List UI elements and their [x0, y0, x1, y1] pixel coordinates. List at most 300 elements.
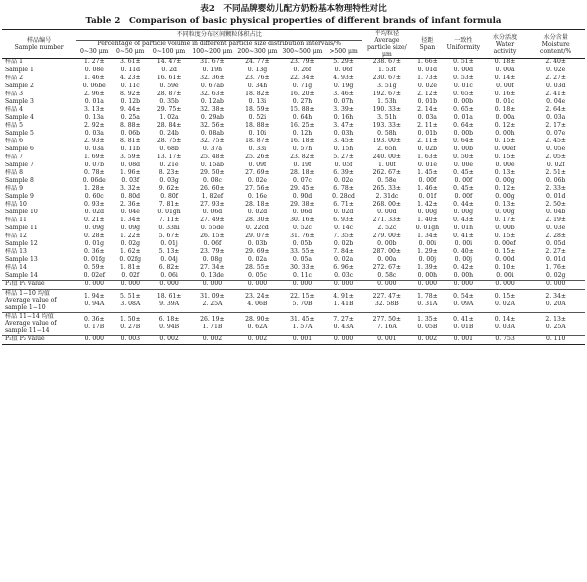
table-cell: 0. 00g	[495, 208, 515, 216]
table-cell: 2. 05±	[545, 153, 566, 161]
table-cell: 2. 31dc	[375, 193, 399, 200]
average-1-10-row-top	[2, 289, 585, 301]
table-cell: 0. 45±	[453, 185, 474, 192]
table-cell: 1. 53f	[377, 66, 396, 74]
table-cell: 265. 33±	[372, 185, 402, 192]
table-body	[2, 59, 585, 345]
p2-row	[2, 335, 585, 344]
average-11-14-row-bottom	[2, 324, 585, 336]
table-cell: 18. 88±	[245, 122, 270, 129]
table-cell: 5. 13±	[158, 248, 180, 255]
row-label: 样品 4	[5, 106, 24, 113]
row-label: Sample 4	[5, 114, 34, 121]
table-cell: 3. 39±	[333, 106, 354, 113]
table-cell: 0. 53±	[453, 74, 474, 82]
table-cell: 0. 17B	[84, 323, 105, 330]
row-label: Sample 14	[5, 272, 38, 279]
table-cell: 0. 02ef	[83, 272, 105, 279]
table-cell: 0. 19f	[293, 161, 312, 169]
table-cell: 0. 06d	[292, 208, 313, 216]
table-row	[2, 201, 585, 209]
table-cell: 192. 67±	[372, 90, 402, 98]
table-cell: 27. 34±	[200, 264, 225, 271]
table-cell: 0. 14±	[494, 74, 516, 82]
table-cell: 6. 96±	[333, 264, 354, 271]
table-row	[2, 122, 585, 130]
table-cell: 268. 00±	[372, 201, 402, 208]
table-cell: 0. 02d	[84, 208, 104, 216]
table-cell: 0. 33hi	[158, 224, 180, 232]
table-cell: 0. 01gh	[157, 208, 181, 216]
table-cell: 23. 79±	[290, 58, 315, 66]
row-label: P₁值 P₁ value	[5, 280, 45, 288]
table-cell: 6. 82±	[158, 264, 180, 271]
table-cell: 1. 35±	[417, 315, 438, 323]
table-cell: 1. 40±	[417, 216, 438, 224]
table-cell: 0. 94A	[84, 300, 105, 307]
table-cell: 0. 33i	[248, 145, 267, 153]
average-1-10-label-en: Average value of sample 1−10	[5, 297, 57, 312]
table-row	[2, 154, 585, 162]
table-cell: 0. 11c	[120, 82, 140, 90]
row-label: Sample 6	[5, 145, 34, 153]
table-cell: 0. 00e	[453, 161, 473, 169]
table-cell: 0. 01b	[417, 130, 438, 137]
table-cell: 0. 58e	[377, 177, 397, 184]
average-1-10-label	[2, 289, 76, 312]
table-cell: 0. 14c	[334, 224, 353, 232]
table-cell: 0. 78±	[83, 169, 105, 176]
water-activity-header	[484, 30, 527, 59]
table-cell: 0. 28±	[83, 232, 105, 240]
table-row	[2, 272, 585, 280]
table-cell: 3. 47±	[333, 122, 354, 129]
table-cell: 0. 00d	[495, 256, 515, 263]
table-cell: 0. 08ab	[200, 130, 224, 137]
table-cell: 0. 58h	[377, 130, 397, 137]
table-cell: 0. 02g	[120, 240, 140, 247]
table-cell: 27. 49±	[200, 216, 225, 224]
table-cell: 0. 41±	[453, 232, 474, 240]
table-cell: 0. 001	[453, 335, 474, 343]
table-row	[2, 217, 585, 225]
row-label: 样品 8	[5, 169, 24, 176]
table-cell: 0. 06f	[334, 66, 353, 74]
table-cell: 0. 55de	[200, 224, 224, 232]
table-cell: 0. 13±	[494, 201, 516, 208]
table-cell: 0. 16e	[247, 193, 267, 200]
table-cell: 0. 19h	[202, 66, 223, 74]
table-caption-zh: 表2 不同品牌婴幼儿配方奶粉基本物理特性对比	[200, 4, 387, 14]
table-cell: 23. 76±	[245, 74, 270, 82]
table-cell: 0. 35b	[159, 98, 179, 105]
table-cell: 0. 08d	[120, 161, 140, 169]
table-cell: 7. 27±	[333, 315, 354, 323]
table-row	[2, 177, 585, 185]
table-cell: 0. 10i	[248, 130, 267, 137]
table-cell: 0. 00b	[495, 224, 515, 232]
table-cell: 0. 04b	[545, 208, 566, 216]
table-cell: 0. 00d	[453, 66, 474, 74]
table-cell: 0. 13a	[84, 114, 104, 121]
table-cell: 26. 15±	[200, 232, 225, 240]
table-cell: 0. 52c	[292, 224, 312, 232]
table-cell: 7. 84±	[333, 248, 354, 255]
table-cell: 3. 45±	[333, 137, 354, 145]
table-cell: 0. 00j	[454, 256, 473, 263]
water-activity-header-en: Water activity	[493, 40, 517, 55]
table-cell: 0. 59e	[159, 82, 179, 90]
table-cell: 0. 110	[546, 335, 566, 343]
average-1-10-label-zh: 样品 1−10 均值	[5, 290, 50, 298]
row-label: Sample 7	[5, 161, 34, 169]
table-cell: 0. 12h	[292, 130, 313, 137]
table-cell: 0. 01c	[495, 98, 515, 105]
table-row	[2, 264, 585, 272]
table-cell: 0. 01c	[453, 82, 473, 90]
table-cell: 2. 12±	[417, 90, 438, 98]
table-cell: 2. 28±	[545, 232, 566, 240]
row-label: Sample 5	[5, 130, 34, 137]
table-cell: 2. 52c	[377, 224, 397, 232]
table-cell: 0. 000	[247, 280, 268, 288]
table-cell: 0. 52i	[248, 114, 267, 121]
table-cell: 0. 80f	[160, 193, 178, 200]
table-cell: 32. 38±	[200, 106, 225, 113]
table-cell: 2. 41±	[545, 90, 566, 98]
average-11-14-label-en: Average value of sample 11−14	[5, 320, 57, 335]
table-cell: 0. 01gh	[415, 224, 440, 232]
table-cell: 1. 69±	[83, 153, 105, 161]
table-cell: 0. 54±	[453, 292, 474, 300]
table-cell: 29. 50±	[200, 169, 225, 176]
table-row	[2, 130, 585, 138]
table-cell: 28. 75±	[156, 137, 182, 145]
table-cell: 32. 36±	[200, 74, 225, 82]
table-cell: 26. 19±	[200, 315, 225, 323]
table-cell: 0. 003	[120, 335, 140, 343]
table-caption-en: Table 2 Comparison of basic physical properties of different brands of infant formula	[85, 16, 502, 26]
table-cell: 0. 09g	[120, 224, 140, 232]
table-cell: 0. 002	[159, 335, 179, 343]
table-row	[2, 83, 585, 91]
sample-header	[2, 30, 76, 59]
table-cell: 1. 82ef	[201, 193, 224, 200]
table-cell: 0. 03a	[84, 130, 104, 137]
table-row	[2, 59, 585, 67]
table-cell: 0. 00g	[417, 208, 438, 216]
table-cell: 0. 07h	[333, 98, 354, 105]
table-cell: 0. 01f	[418, 193, 437, 200]
table-cell: 0. 06b	[545, 177, 566, 184]
table-cell: 0. 03h	[333, 130, 354, 137]
table-cell: 0. 26f	[293, 66, 312, 74]
table-cell: 8. 88±	[119, 122, 141, 129]
table-cell: 0. 07b	[84, 161, 104, 169]
table-cell: 27. 69±	[245, 169, 270, 176]
table-cell: 2. 45±	[545, 137, 566, 145]
sample-header-en: Sample number	[14, 44, 64, 51]
row-label: Sample 8	[5, 177, 34, 184]
table-cell: 0. 03a	[417, 114, 437, 121]
table-cell: 0. 34h	[247, 82, 268, 90]
table-row	[2, 162, 585, 170]
table-cell: 0. 12b	[120, 98, 140, 105]
table-cell: 6. 71±	[333, 201, 354, 208]
table-row	[2, 256, 585, 264]
table-cell: 0. 06i	[160, 272, 178, 279]
row-label: 样品 1	[5, 58, 24, 66]
table-cell: 2. 93±	[83, 137, 105, 145]
table-cell: 1. 46±	[83, 74, 105, 82]
row-label: 样品 6	[5, 137, 24, 145]
table-cell: 0. 65±	[453, 106, 474, 113]
table-cell: 2. 27±	[545, 248, 566, 255]
table-cell: 0. 01g	[84, 240, 104, 247]
table-cell: 0. 64±	[453, 122, 474, 129]
table-cell: 0. 11b	[120, 145, 140, 153]
table-cell: 22. 15±	[290, 292, 315, 300]
table-row	[2, 209, 585, 217]
table-cell: 1. 71B	[202, 323, 223, 330]
moisture-header-zh: 水分含量	[543, 33, 568, 41]
table-cell: 0. 02A	[495, 300, 515, 307]
table-cell: 1. 63±	[417, 153, 438, 161]
table-cell: 7. 81±	[158, 201, 180, 208]
table-cell: 9. 44±	[119, 106, 141, 113]
uniformity-header	[443, 30, 484, 59]
table-cell: 272. 67±	[372, 264, 402, 271]
table-cell: 0. 37a	[202, 145, 222, 153]
table-cell: 0. 94B	[159, 323, 180, 330]
table-cell: 6. 18±	[158, 315, 180, 323]
span-header-zh: 径距	[421, 37, 434, 44]
table-cell: 0. 002	[247, 335, 268, 343]
table-cell: 0. 36±	[83, 248, 105, 255]
table-row	[2, 114, 585, 122]
table-cell: 0. 06b	[120, 130, 140, 137]
table-cell: 230. 67±	[372, 74, 402, 82]
table-cell: 16. 20±	[290, 90, 315, 98]
interval-header: 300~500 μm	[282, 48, 323, 55]
table-cell: 0. 01a	[453, 114, 473, 121]
table-row	[2, 193, 585, 201]
table-cell: 0. 03f	[121, 177, 140, 184]
table-cell: 0. 09f	[248, 161, 267, 169]
avg-size-header-en: Average particle size/μm	[367, 37, 407, 58]
table-cell: 0. 18±	[494, 58, 516, 66]
interval-header: 0~30 μm	[80, 48, 109, 55]
table-cell: 1. 78±	[417, 292, 438, 300]
table-cell: 0. 000	[417, 280, 438, 288]
table-row	[2, 185, 585, 193]
table-cell: 24. 77±	[245, 58, 270, 66]
table-cell: 1. 34±	[119, 216, 141, 224]
table-cell: 0. 43A	[333, 323, 354, 330]
row-label: Sample 2	[5, 82, 34, 90]
average-11-14-label	[2, 312, 76, 335]
table-cell: 0. 15±	[494, 232, 516, 240]
table-cell: 262. 67±	[372, 169, 402, 176]
table-cell: 0. 01fg	[83, 256, 106, 263]
table-cell: 0. 000	[202, 280, 223, 288]
table-cell: 0. 000	[453, 280, 474, 288]
row-label: 样品 10	[5, 201, 27, 208]
table-cell: 31. 67±	[200, 58, 225, 66]
table-cell: 1. 81±	[119, 264, 141, 271]
table-cell: 240. 00±	[372, 153, 402, 161]
table-cell: 0. 01j	[160, 240, 178, 247]
table-cell: 0. 05a	[292, 256, 312, 263]
table-cell: 0. 12ab	[200, 98, 224, 105]
table-cell: 0. 00d	[377, 208, 397, 216]
table-cell: 0. 65±	[453, 90, 474, 98]
table-cell: 0. 01B	[453, 323, 474, 330]
table-cell: 0. 00i	[496, 272, 514, 279]
table-cell: 3. 08A	[120, 300, 141, 307]
table-cell: 18. 61±	[156, 292, 182, 300]
table-cell: 193. 00±	[372, 137, 402, 145]
table-cell: 0. 00f	[496, 82, 514, 90]
table-cell: 27. 93±	[200, 201, 225, 208]
table-cell: 0. 00f	[454, 193, 473, 200]
table-cell: 6. 78±	[333, 185, 354, 192]
table-cell: 0. 00i	[418, 240, 437, 247]
table-cell: 5. 51±	[119, 292, 141, 300]
table-cell: 0. 00j	[418, 256, 437, 263]
average-1-10-row-bottom	[2, 301, 585, 313]
table-cell: 28. 18±	[245, 201, 270, 208]
table-cell: 0. 10±	[494, 264, 516, 271]
table-cell: 28. 18±	[290, 169, 315, 176]
row-label: Sample 9	[5, 193, 34, 200]
table-cell: 5. 29±	[333, 58, 354, 66]
table-cell: 3. 51h	[377, 114, 397, 121]
table-cell: 0. 41±	[453, 315, 474, 323]
table-cell: 0. 05f	[334, 161, 353, 169]
table-cell: 0. 13±	[494, 169, 516, 176]
table-cell: 0. 05d	[545, 240, 566, 247]
table-cell: 0. 000	[333, 280, 354, 288]
table-cell: 0. 80d	[120, 193, 140, 200]
table-row	[2, 98, 585, 106]
table-cell: 0. 00h	[495, 130, 515, 137]
avg-size-header	[362, 30, 412, 59]
table-row	[2, 225, 585, 233]
average-11-14-row-top	[2, 312, 585, 324]
table-cell: 0. 001	[377, 335, 397, 343]
table-cell: 0. 12±	[494, 185, 516, 192]
table-cell: 1. 45±	[417, 169, 438, 176]
table-cell: 0. 21±	[83, 216, 105, 224]
interval-header: 0~50 μm	[116, 48, 145, 55]
table-cell: 1. 53h	[377, 98, 397, 105]
table-cell: 5. 27±	[333, 153, 354, 161]
table-cell: 0. 00b	[453, 130, 474, 137]
table-cell: 0. 000	[120, 280, 140, 288]
table-cell: 287. 00±	[372, 248, 402, 255]
table-cell: 23. 79±	[200, 248, 225, 255]
table-row	[2, 138, 585, 146]
table-cell: 0. 02fg	[119, 256, 142, 263]
distribution-header-zh: 不同粒度分布区间颗粒体积占比	[76, 30, 362, 41]
table-cell: 0. 15ab	[200, 161, 224, 169]
table-cell: 3. 61±	[119, 58, 141, 66]
table-cell: 2. 34±	[545, 292, 566, 300]
table-cell: 0. 03g	[159, 177, 179, 184]
row-label: 样品 9	[5, 185, 24, 192]
table-cell: 32. 56±	[200, 122, 225, 129]
table-cell: 0. 000	[84, 280, 104, 288]
table-cell: 0. 03e	[546, 224, 566, 232]
table-cell: 0. 000	[333, 335, 354, 343]
table-cell: 28. 55±	[245, 264, 270, 271]
table-cell: 0. 27B	[120, 323, 141, 330]
table-cell: 0. 03b	[247, 240, 268, 247]
table-cell: 238. 67±	[372, 58, 402, 66]
table-cell: 0. 06be	[82, 82, 106, 90]
table-cell: 2. 50±	[545, 201, 566, 208]
table-cell: 29. 07±	[245, 232, 270, 240]
table-cell: 2. 13±	[545, 315, 566, 323]
table-cell: 7. 16A	[376, 323, 397, 330]
table-cell: 31. 76±	[290, 232, 315, 240]
table-cell: 30. 16±	[290, 216, 315, 224]
table-cell: 0. 03c	[334, 272, 353, 279]
table-cell: 14. 47±	[156, 58, 182, 66]
table-cell: 0. 00g	[495, 193, 515, 200]
table-cell: 26. 60±	[200, 185, 225, 192]
table-cell: 0. 02e	[333, 177, 354, 184]
table-cell: 0. 44±	[453, 201, 474, 208]
table-cell: 0. 753	[495, 335, 515, 343]
table-cell: 31. 09±	[200, 292, 225, 300]
table-cell: 0. 02b	[417, 145, 438, 153]
table-cell: 22. 34±	[290, 74, 315, 82]
table-cell: 0. 00g	[453, 208, 474, 216]
table-cell: 32. 58B	[374, 300, 399, 307]
table-cell: 0. 000	[159, 280, 179, 288]
table-cell: 0. 001	[292, 335, 313, 343]
table-cell: 1. 66±	[417, 58, 438, 66]
row-label: Sample 12	[5, 240, 38, 247]
table-cell: 9. 62±	[158, 185, 180, 192]
table-cell: 28. 84±	[156, 122, 182, 129]
table-cell: 3. 59±	[119, 153, 141, 161]
row-label: Sample 11	[5, 224, 38, 232]
uniformity-header-en: Uniformity	[446, 44, 481, 51]
table-cell: 1. 76±	[545, 264, 566, 271]
table-cell: 0. 15±	[494, 248, 516, 255]
table-cell: 29. 45±	[290, 185, 315, 192]
table-cell: 0. 00a	[495, 66, 515, 74]
table-cell: 0. 02d	[333, 208, 354, 216]
table-cell: 2. 25A	[202, 300, 223, 307]
row-label: P₂值 P₂ value	[5, 335, 45, 343]
table-cell: 0. 13de	[200, 272, 224, 279]
table-cell: 29. 75±	[156, 106, 182, 113]
table-cell: 0. 01b	[417, 98, 438, 105]
uniformity-header-zh: 一致性	[454, 37, 473, 44]
table-cell: 16. 25±	[290, 122, 315, 129]
interval-header: 100~200 μm	[192, 48, 233, 55]
table-cell: 0. 02e	[546, 66, 566, 74]
table-row	[2, 248, 585, 256]
table-cell: 0. 002	[202, 335, 223, 343]
table-cell: 0. 03a	[546, 114, 566, 121]
row-label: 样品 3	[5, 90, 24, 98]
table-cell: 4. 23±	[119, 74, 141, 82]
